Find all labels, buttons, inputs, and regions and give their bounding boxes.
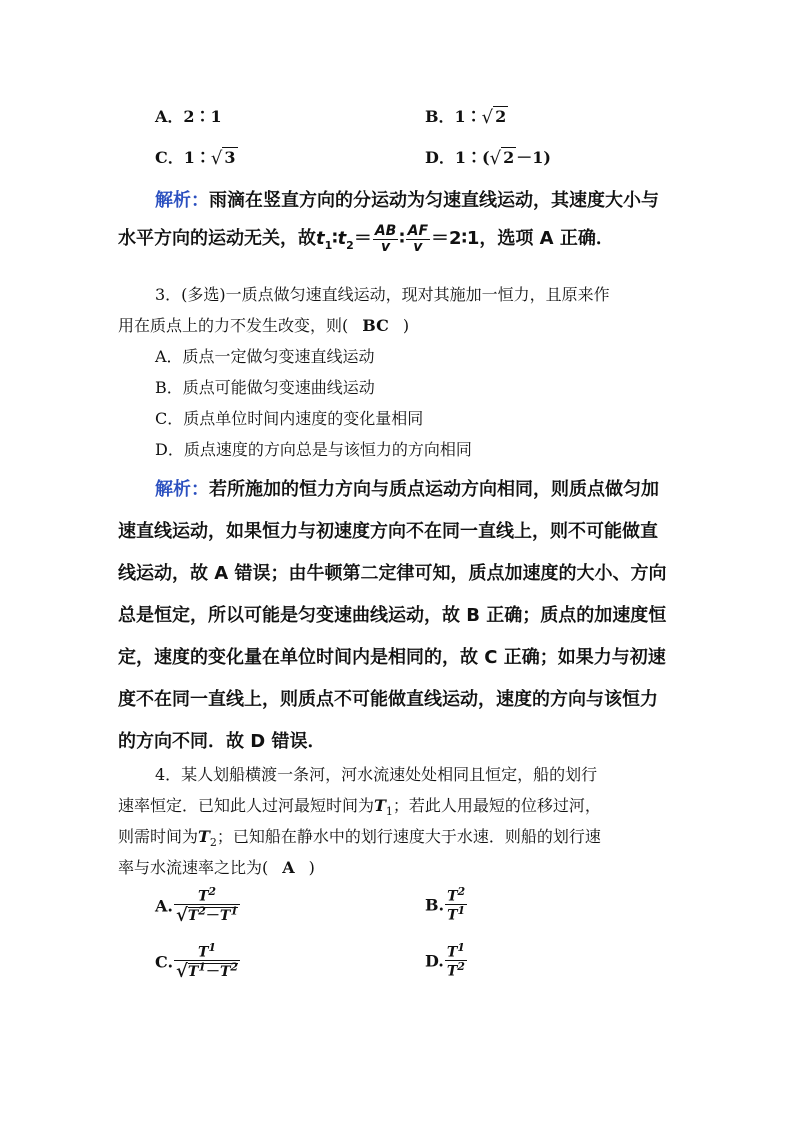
sqrt-symbol: √ 3 [210, 148, 236, 169]
q2-option-a: A．2∶1 [155, 107, 222, 126]
q3-analysis-line-7: 的方向不同．故 D 错误． [118, 731, 326, 752]
fraction: $\frac{T^1}{√T^1-T^2}$ [176, 941, 239, 982]
q4-option-d: D. $\frac{T^1}{T^2}$ [425, 941, 465, 980]
q3-option-d: D．质点速度的方向总是与该恒力的方向相同 [155, 440, 472, 459]
q3-analysis-line-4: 总是恒定，所以可能是匀变速曲线运动，故 B 正确；质点的加速度恒 [118, 605, 667, 626]
fraction-ab-over-v: $\frac{AB}{v}$ [374, 223, 397, 255]
q4-stem-line-1: 4．某人划船横渡一条河，河水流速处处相同且恒定，船的划行 [155, 765, 598, 784]
q4-stem-line-4: 率与水流速率之比为( A ) [118, 858, 315, 877]
q4-option-b: B. $\frac{T^2}{T^1}$ [425, 885, 466, 924]
q3-stem-line-1: 3．(多选)一质点做匀速直线运动，现对其施加一恒力，且原来作 [155, 285, 610, 304]
q3-analysis-line-5: 定，速度的变化量在单位时间内是相同的，故 C 正确；如果力与初速 [118, 647, 666, 668]
q3-analysis-line-3: 线运动，故 A 错误；由牛顿第二定律可知，质点加速度的大小、方向 [118, 563, 667, 584]
fraction: $\frac{T^2}{T^1}$ [447, 885, 466, 924]
sqrt-symbol: √ 2 [481, 107, 507, 128]
q2-analysis-line-1: 解析：雨滴在竖直方向的分运动为匀速直线运动，其速度大小与 [155, 190, 659, 211]
q3-option-c: C．质点单位时间内速度的变化量相同 [155, 409, 424, 428]
fraction: $\frac{T^2}{√T^2-T^1}$ [175, 885, 238, 926]
q4-answer: A [282, 858, 295, 877]
q4-stem-line-2: 速率恒定．已知此人过河最短时间为$T_1$；若此人用最短的位移过河， [118, 796, 601, 819]
q3-option-b: B．质点可能做匀变速曲线运动 [155, 378, 375, 397]
q3-stem-line-2: 用在质点上的力不发生改变，则( BC ) [118, 316, 410, 335]
q2-analysis-line-2: 水平方向的运动无关，故$t_1∶t_2=$ $\frac{AB}{v}$ ∶ $\frac{AF}{v}$ ＝2∶1，选项 A 正确． [118, 223, 614, 255]
q2-option-b: B．1∶√ 2 [425, 107, 507, 128]
q3-analysis-line-6: 度不在同一直线上，则质点不可能做直线运动，速度的方向与该恒力 [118, 689, 658, 710]
q4-option-a: A. $\frac{T^2}{√T^2-T^1}$ [155, 885, 238, 926]
q4-option-c: C. $\frac{T^1}{√T^1-T^2}$ [155, 941, 239, 982]
sqrt-symbol: √ 2 [489, 148, 515, 169]
q3-analysis-line-2: 速直线运动，如果恒力与初速度方向不在同一直线上，则不可能做直 [118, 521, 658, 542]
fraction: $\frac{T^1}{T^2}$ [446, 941, 465, 980]
q4-stem-line-3: 则需时间为$T_2$；已知船在静水中的划行速度大于水速．则船的划行速 [118, 827, 601, 850]
q2-option-c: C．1∶√ 3 [155, 148, 236, 169]
analysis-label: 解析： [155, 190, 209, 211]
q3-analysis-line-1: 解析：若所施加的恒力方向与质点运动方向相同，则质点做匀加 [155, 479, 659, 500]
q2-option-d: D．1∶(√ 2 －1) [425, 148, 551, 169]
fraction-af-over-v: $\frac{AF}{v}$ [407, 223, 429, 255]
analysis-label: 解析： [155, 479, 209, 500]
q3-answer: BC [362, 316, 389, 335]
q3-option-a: A．质点一定做匀变速直线运动 [155, 347, 375, 366]
